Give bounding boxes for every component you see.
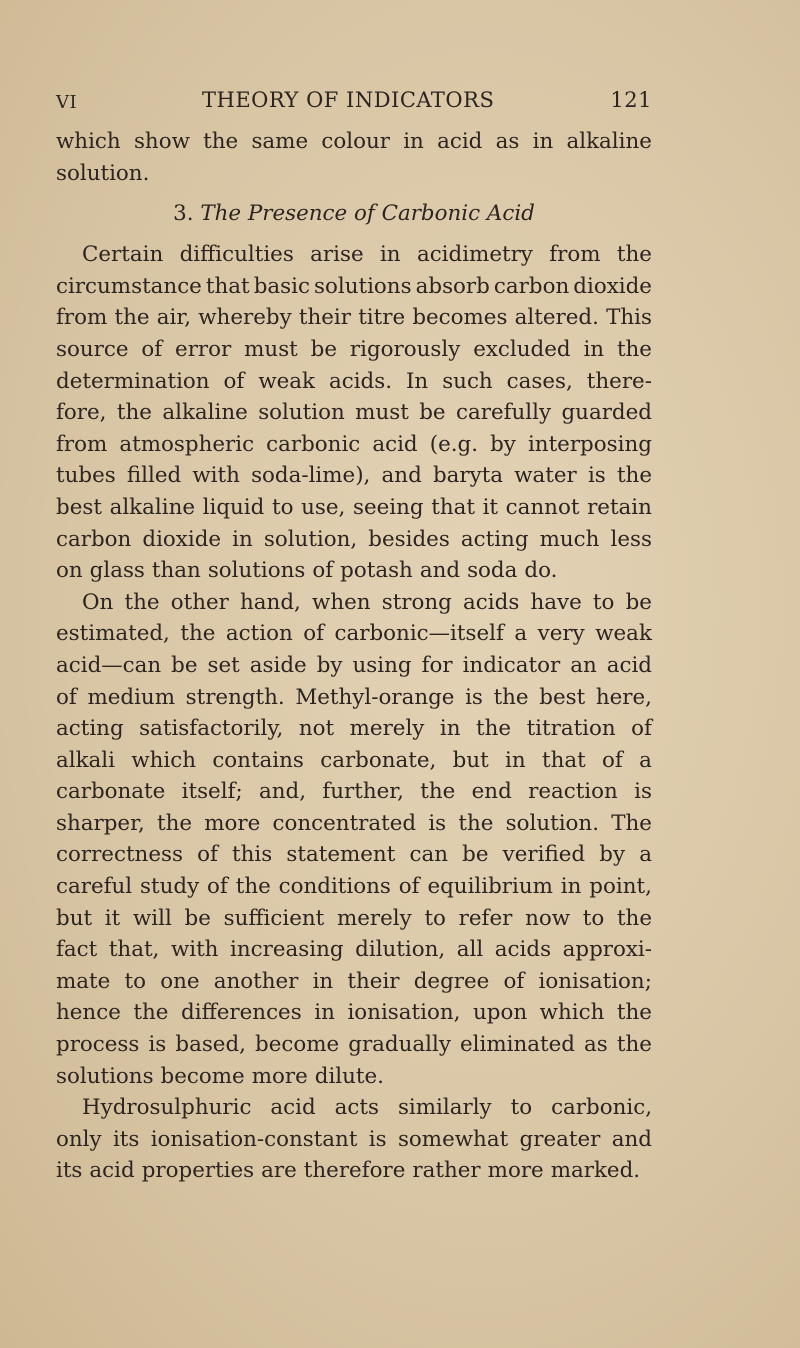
word: to (124, 968, 146, 994)
word: the (616, 336, 652, 362)
word: properties (141, 1158, 255, 1184)
text-line (56, 776, 652, 808)
word: is (368, 1126, 387, 1152)
word: their (298, 305, 351, 331)
section-title: The Presence of Carbonic Acid (200, 201, 535, 227)
word: to (582, 905, 605, 931)
word: its (112, 1126, 140, 1152)
word: very (537, 621, 585, 647)
word: The (611, 810, 652, 836)
text-line (56, 1061, 652, 1093)
word: to (424, 905, 446, 931)
text-line (56, 1092, 652, 1124)
text-line (56, 334, 652, 366)
word: acts (334, 1095, 379, 1121)
word: and (381, 463, 422, 489)
word: a (639, 842, 652, 868)
word: that (541, 747, 586, 773)
word: refer (458, 905, 513, 931)
word: correctness (56, 842, 183, 868)
word: of (207, 874, 228, 900)
word: acid (270, 1095, 316, 1121)
word: eliminated (460, 1032, 575, 1058)
word: In (405, 368, 429, 394)
word: do. (524, 558, 558, 584)
word: solution. (56, 160, 150, 186)
word: the (458, 810, 494, 836)
section-heading (56, 189, 652, 239)
word: titration (526, 716, 616, 742)
word: aside (249, 652, 307, 678)
word: of (56, 684, 77, 710)
word: altered. (514, 305, 599, 331)
word: arise (310, 242, 364, 268)
word: other (170, 589, 229, 615)
word: determination (56, 368, 210, 394)
word: from (549, 242, 601, 268)
word: be (419, 400, 446, 426)
word: upon (472, 1000, 528, 1026)
word: more (204, 810, 261, 836)
word: be (462, 842, 489, 868)
word: solutions (314, 273, 412, 299)
word: it (104, 905, 121, 931)
word: an (570, 652, 597, 678)
word: fore, (56, 400, 107, 426)
word: weak (258, 368, 315, 394)
word: when (312, 589, 371, 615)
word: acids (494, 937, 552, 963)
word: carbonic (266, 431, 361, 457)
text-line (56, 650, 652, 682)
word: use, (301, 494, 346, 520)
word: than (151, 558, 201, 584)
word: error (175, 336, 232, 362)
word: On (82, 589, 114, 615)
word: acids. (328, 368, 393, 394)
body-text (56, 126, 652, 1187)
word: it (482, 494, 499, 520)
word: in (532, 129, 554, 154)
word: the (420, 779, 456, 805)
word: soda-lime), (251, 463, 371, 489)
word: potash (340, 558, 413, 584)
word: solution, (263, 526, 358, 552)
word: careful (56, 874, 133, 900)
word: much (539, 526, 600, 552)
word: circumstance (56, 273, 202, 299)
word: is (148, 1032, 167, 1058)
word: of (503, 968, 525, 994)
word: soda (467, 558, 518, 584)
word: alkaline (109, 494, 196, 520)
word: dilution, (355, 937, 446, 963)
word: source (56, 336, 129, 362)
word: acting (460, 526, 529, 552)
word: rigorously (349, 336, 461, 362)
word: the (616, 1000, 652, 1026)
word: ionisation; (538, 968, 652, 994)
text-line (56, 587, 652, 619)
word: all (456, 937, 484, 963)
word: that, (108, 937, 160, 963)
text-line (56, 1155, 652, 1187)
word: of (312, 558, 334, 584)
text-line (56, 429, 652, 461)
word: of (398, 874, 420, 900)
word: acid—can (56, 652, 162, 678)
word: acid (606, 652, 652, 678)
word: gradually (348, 1032, 451, 1058)
word: end (471, 779, 512, 805)
word: set (207, 652, 240, 678)
word: carbonic, (551, 1095, 652, 1121)
word: the (124, 589, 160, 615)
word: difficulties (179, 242, 294, 268)
word: solutions (56, 1063, 154, 1089)
word: for (421, 652, 453, 678)
word: marked. (550, 1158, 641, 1184)
word: which (56, 129, 121, 154)
word: ionisation, (347, 1000, 461, 1026)
word: the (114, 305, 150, 331)
word: therefore (303, 1158, 406, 1184)
word: less (610, 526, 652, 552)
word: in (379, 242, 401, 268)
text-line (56, 524, 652, 556)
word: to (271, 494, 294, 520)
text-line (56, 302, 652, 334)
word: contains (212, 747, 304, 773)
word: conditions (278, 874, 391, 900)
word: by (490, 431, 516, 457)
word: in (439, 716, 461, 742)
word: show (133, 129, 190, 154)
word: air, (156, 305, 192, 331)
word: not (298, 716, 335, 742)
word: acid (89, 1158, 135, 1184)
word: action (225, 621, 293, 647)
text-line (56, 460, 652, 492)
word: carbonate (56, 779, 166, 805)
text-line (56, 808, 652, 840)
word: sharper, (56, 810, 145, 836)
word: This (606, 305, 652, 331)
word: weak (595, 621, 652, 647)
word: their (347, 968, 400, 994)
word: using (352, 652, 412, 678)
word: with (192, 463, 240, 489)
word: cannot (505, 494, 580, 520)
word: cases, (506, 368, 573, 394)
word: in (583, 336, 605, 362)
word: with (170, 937, 219, 963)
word: this (232, 842, 273, 868)
word: of (197, 842, 218, 868)
word: water (514, 463, 577, 489)
word: dioxide (142, 526, 222, 552)
word: dioxide (573, 273, 652, 299)
word: must (244, 336, 298, 362)
word: the (476, 716, 512, 742)
word: the (156, 810, 193, 836)
word: the (616, 905, 652, 931)
word: and (419, 558, 461, 584)
word: a (639, 747, 652, 773)
text-line (56, 158, 652, 190)
word: in (312, 968, 334, 994)
word: and (611, 1126, 652, 1152)
text-line (56, 555, 652, 587)
word: more (251, 1063, 308, 1089)
word: becomes (412, 305, 508, 331)
word: equilibrium (427, 874, 553, 900)
word: differences (181, 1000, 302, 1026)
word: seeing (352, 494, 424, 520)
word: acid (437, 129, 483, 154)
word: to (510, 1095, 533, 1121)
word: will (132, 905, 172, 931)
word: strength. (185, 684, 285, 710)
word: liquid (202, 494, 265, 520)
word: in (403, 129, 424, 154)
word: from (56, 431, 108, 457)
word: alkaline (566, 129, 652, 154)
word: Methyl-orange (295, 684, 455, 710)
word: of (223, 368, 245, 394)
word: there- (586, 368, 652, 394)
text-line (56, 682, 652, 714)
word: but (56, 905, 93, 931)
word: guarded (561, 400, 652, 426)
word: same (251, 129, 309, 154)
word: one (160, 968, 200, 994)
word: basic (253, 273, 310, 299)
word: the (616, 463, 652, 489)
text-line (56, 271, 652, 303)
word: carefully (455, 400, 552, 426)
word: best (56, 494, 102, 520)
word: solution. (505, 810, 599, 836)
word: can (409, 842, 448, 868)
word: in (560, 874, 582, 900)
text-line (56, 397, 652, 429)
word: become (255, 1032, 340, 1058)
word: merely (349, 716, 425, 742)
word: of (141, 336, 163, 362)
word: somewhat (397, 1126, 509, 1152)
word: further, (322, 779, 404, 805)
word: medium (87, 684, 175, 710)
word: is (428, 810, 447, 836)
word: Hydrosulphuric (82, 1095, 252, 1121)
word: its (56, 1158, 83, 1184)
word: carbonate, (320, 747, 437, 773)
word: the (493, 684, 529, 710)
word: point, (589, 874, 652, 900)
text-line (56, 239, 652, 271)
word: colour (321, 129, 390, 154)
text-line (56, 903, 652, 935)
word: and, (259, 779, 307, 805)
word: the (180, 621, 216, 647)
word: titre (358, 305, 406, 331)
word: statement (286, 842, 396, 868)
word: itself; (181, 779, 243, 805)
word: acids (463, 589, 520, 615)
word: another (213, 968, 299, 994)
word: solution (258, 400, 345, 426)
word: absorb (415, 273, 490, 299)
running-title: THEORY OF INDICATORS (202, 88, 495, 112)
text-line (56, 1029, 652, 1061)
word: by (316, 652, 343, 678)
word: mate (56, 968, 111, 994)
word: a (514, 621, 528, 647)
word: now (525, 905, 571, 931)
word: the (616, 242, 652, 268)
text-line (56, 126, 652, 158)
word: Certain (82, 242, 164, 268)
word: atmospheric (119, 431, 255, 457)
word: of (602, 747, 623, 773)
word: be (310, 336, 338, 362)
word: acidimetry (416, 242, 533, 268)
text-line (56, 492, 652, 524)
word: here, (595, 684, 652, 710)
section-number: 3. (173, 201, 194, 227)
word: the (616, 1032, 652, 1058)
word: the (235, 874, 271, 900)
word: acting (56, 716, 124, 742)
word: the (203, 129, 239, 154)
word: the (116, 400, 152, 426)
word: excluded (473, 336, 571, 362)
page-number: 121 (610, 88, 652, 112)
word: retain (587, 494, 652, 520)
word: by (599, 842, 626, 868)
word: best (539, 684, 586, 710)
word: besides (368, 526, 450, 552)
word: carbonic—itself (334, 621, 504, 647)
word: baryta (432, 463, 504, 489)
word: have (530, 589, 582, 615)
word: carbon (56, 526, 132, 552)
word: hence (56, 1000, 121, 1026)
word: must (355, 400, 409, 426)
word: is (634, 779, 652, 805)
word: dilute. (314, 1063, 384, 1089)
word: become (160, 1063, 245, 1089)
text-line (56, 966, 652, 998)
word: increasing (230, 937, 344, 963)
word: in (232, 526, 253, 552)
word: of (631, 716, 652, 742)
text-line (56, 871, 652, 903)
text-line (56, 997, 652, 1029)
running-head (56, 88, 652, 118)
word: reaction (528, 779, 618, 805)
word: (e.g. (429, 431, 479, 457)
word: glass (89, 558, 145, 584)
word: as (584, 1032, 608, 1058)
word: that (431, 494, 475, 520)
word: merely (336, 905, 412, 931)
word: ionisation-constant (150, 1126, 358, 1152)
chapter-number: VI (56, 92, 78, 113)
word: solutions (207, 558, 306, 584)
word: greater (519, 1126, 601, 1152)
word: which (131, 747, 196, 773)
word: to (592, 589, 615, 615)
word: rather (412, 1158, 481, 1184)
word: which (539, 1000, 605, 1026)
word: hand, (240, 589, 301, 615)
word: fact (56, 937, 98, 963)
word: alkaline (162, 400, 248, 426)
text-line (56, 839, 652, 871)
word: study (140, 874, 200, 900)
word: from (56, 305, 108, 331)
word: of (303, 621, 325, 647)
text-line (56, 745, 652, 777)
word: only (56, 1126, 102, 1152)
word: strong (381, 589, 452, 615)
word: degree (413, 968, 490, 994)
word: be (184, 905, 211, 931)
word: such (442, 368, 493, 394)
word: verified (502, 842, 586, 868)
word: is (587, 463, 606, 489)
word: be (171, 652, 198, 678)
word: tubes (56, 463, 116, 489)
word: estimated, (56, 621, 170, 647)
word: concentrated (272, 810, 417, 836)
word: but (452, 747, 489, 773)
word: indicator (462, 652, 561, 678)
word: more (487, 1158, 544, 1184)
text-line (56, 713, 652, 745)
word: the (133, 1000, 169, 1026)
word: are (261, 1158, 297, 1184)
text-line (56, 1124, 652, 1156)
word: satisfactorily, (139, 716, 284, 742)
word: similarly (397, 1095, 492, 1121)
word: acid (372, 431, 418, 457)
word: based, (175, 1032, 246, 1058)
word: is (465, 684, 483, 710)
word: whereby (198, 305, 292, 331)
word: carbon (493, 273, 570, 299)
word: approxi- (562, 937, 652, 963)
word: filled (126, 463, 182, 489)
text-line (56, 366, 652, 398)
word: in (505, 747, 526, 773)
word: in (314, 1000, 335, 1026)
word: interposing (527, 431, 652, 457)
word: that (205, 273, 250, 299)
word: alkali (56, 747, 115, 773)
text-line (56, 618, 652, 650)
word: as (495, 129, 520, 154)
word: on (56, 558, 83, 584)
word: be (625, 589, 652, 615)
word: process (56, 1032, 140, 1058)
word: sufficient (223, 905, 325, 931)
text-line (56, 934, 652, 966)
